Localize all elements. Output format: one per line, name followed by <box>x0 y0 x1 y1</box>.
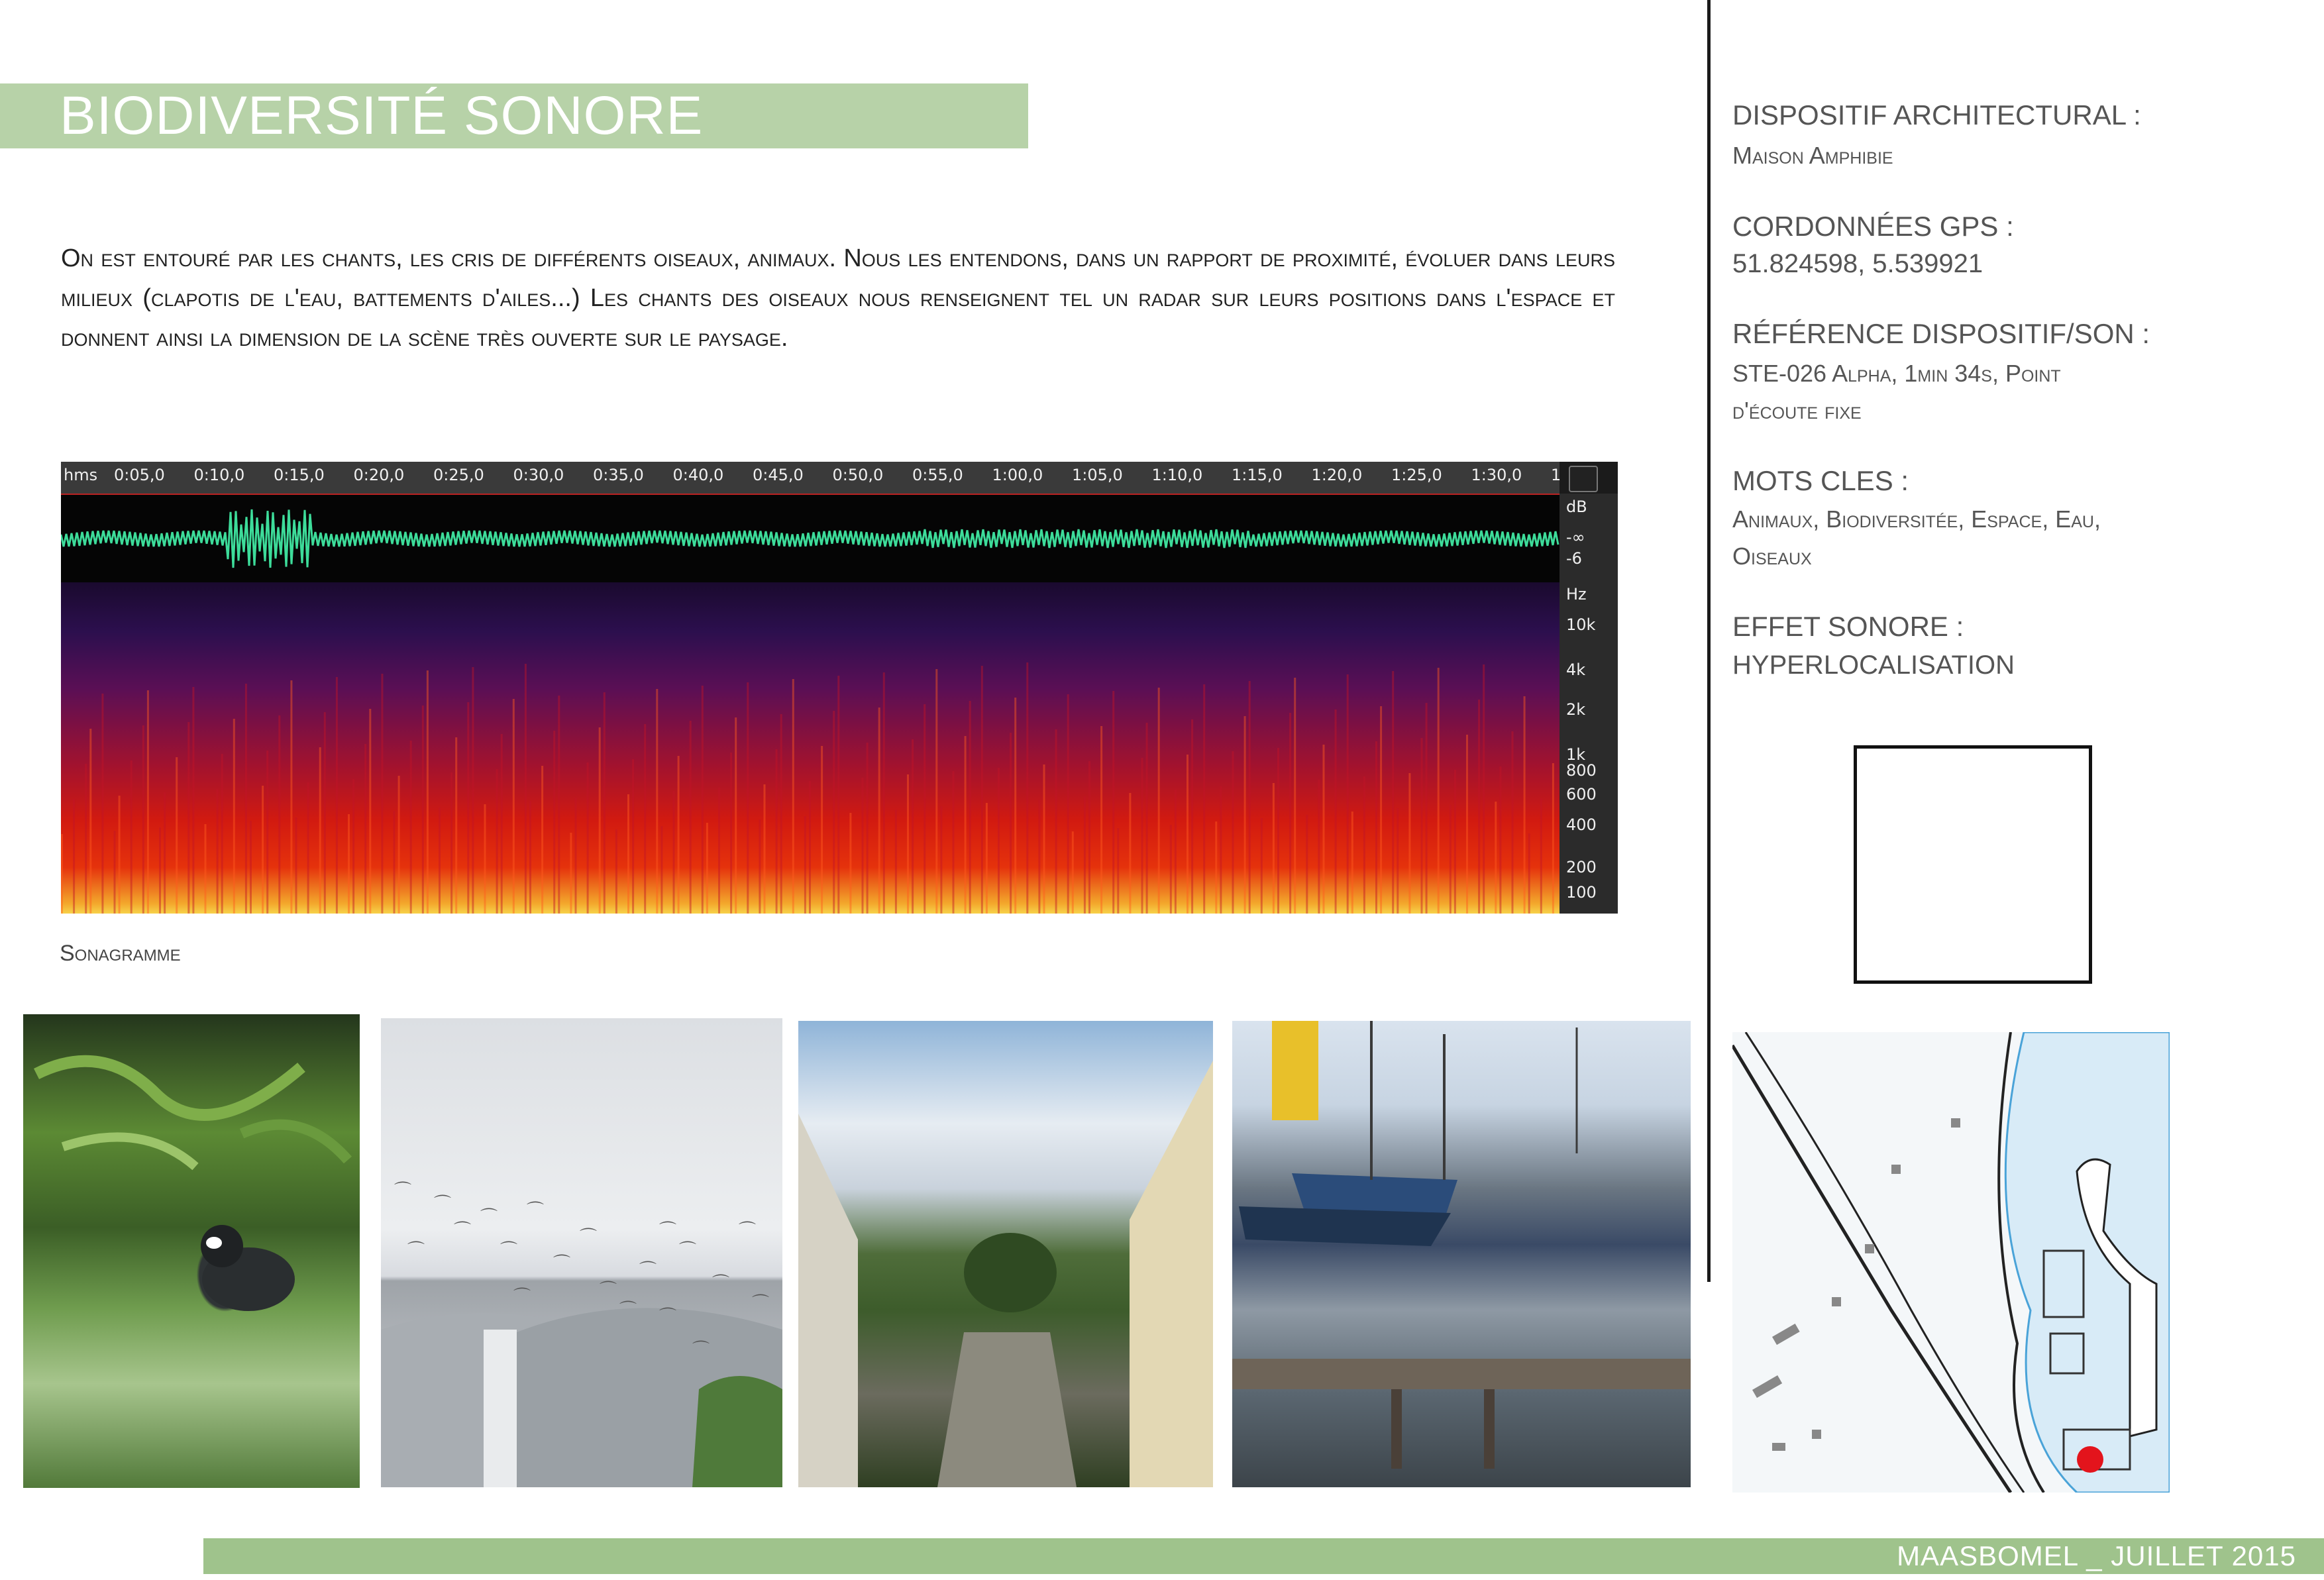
time-tick-label: 1:00,0 <box>992 466 1043 484</box>
bird-icon: ⌒ <box>434 1194 452 1214</box>
spectrogram-streak <box>245 684 247 914</box>
spectrogram-streak <box>1375 741 1377 914</box>
spectrogram-streak <box>450 772 452 914</box>
spectrogram-streak <box>114 831 116 914</box>
spectrogram-streak <box>250 821 252 914</box>
column-divider <box>1707 0 1711 1282</box>
spectrogram-streak <box>348 814 350 914</box>
spectrogram-streaks <box>61 582 1559 914</box>
bird-icon: ⌒ <box>580 1227 598 1247</box>
spectrogram-streak <box>1438 668 1440 914</box>
spectrogram-streak <box>1392 671 1394 914</box>
spectrogram-streak <box>1540 798 1542 914</box>
spectrogram-streak <box>1323 745 1325 914</box>
location-marker <box>2077 1446 2103 1473</box>
spectrogram-streak <box>935 669 937 914</box>
spectrogram-streak <box>998 768 1000 914</box>
spectrogram-streak <box>907 774 909 914</box>
time-tick-label: 0:55,0 <box>912 466 963 484</box>
spectrogram-streak <box>1294 678 1296 914</box>
architectural-device-value: Maison Amphibie <box>1732 142 1893 169</box>
harbor-graphic <box>1232 1021 1691 1487</box>
bird-icon: ⌒ <box>394 1181 412 1200</box>
spectrogram-streak <box>895 810 897 914</box>
spectrogram-streak <box>217 789 219 914</box>
photo-garden-path <box>798 1021 1213 1487</box>
bird-icon: ⌒ <box>712 1273 730 1293</box>
spectrogram-streak <box>1100 726 1102 914</box>
roofs-graphic <box>381 1018 782 1487</box>
spectrogram-streak <box>496 769 498 914</box>
spectrogram-streak <box>821 746 823 914</box>
spectrogram-streak <box>484 804 486 914</box>
spectrogram-streak <box>85 764 87 914</box>
spectrogram-streak <box>878 708 880 914</box>
hz-tick-label: 400 <box>1566 816 1597 834</box>
sonagram-axis <box>1559 494 1618 914</box>
bird-icon: ⌒ <box>692 1340 710 1359</box>
spectrogram-streak <box>472 667 474 914</box>
spectrogram-streak <box>1038 800 1040 914</box>
time-tick-label: 0:45,0 <box>753 466 804 484</box>
spectrogram-streak <box>119 796 121 914</box>
spectrogram-streak <box>1261 818 1263 914</box>
db-tick-label: -6 <box>1566 549 1582 568</box>
waveform-graphic <box>61 495 1559 582</box>
spectrogram-streak <box>1347 674 1349 914</box>
spectrogram-streak <box>969 701 971 914</box>
spectrogram-streak <box>221 754 223 914</box>
hz-tick-label: 100 <box>1566 883 1597 902</box>
spectrogram-streak <box>1478 700 1480 914</box>
spectrogram-streak <box>1014 698 1016 914</box>
spectrogram-streak <box>1552 763 1554 914</box>
time-tick-label: 1:10,0 <box>1151 466 1203 484</box>
spectrogram-streak <box>924 704 925 914</box>
spectrogram-streak <box>1112 691 1114 914</box>
spectrogram-streak <box>604 692 606 914</box>
spectrogram-streak <box>336 677 338 914</box>
spectrogram-streak <box>1273 783 1275 914</box>
spectrogram-streak <box>369 709 371 914</box>
spectrogram-streak <box>1129 793 1131 914</box>
bird-icon: ⌒ <box>659 1220 677 1240</box>
hz-tick-label: 600 <box>1566 785 1597 804</box>
time-unit-label: hms <box>64 466 98 484</box>
time-tick-label: 0:25,0 <box>433 466 484 484</box>
spectrogram-streak <box>690 721 692 914</box>
spectrogram-streak <box>809 781 811 914</box>
spectrogram-streak <box>1512 731 1514 914</box>
hz-tick-label: 200 <box>1566 858 1597 876</box>
sonagram-timeline <box>61 462 1559 494</box>
spectrogram-streak <box>1524 696 1526 914</box>
spectrogram-streak <box>1187 755 1188 914</box>
spectrogram-streak <box>1318 780 1320 914</box>
spectrogram-streak <box>1450 805 1452 914</box>
spectrogram-streak <box>804 816 806 914</box>
bird-icon: ⌒ <box>619 1300 637 1320</box>
spectrogram-streak <box>1408 773 1410 914</box>
spectrogram-streak <box>644 724 646 914</box>
bird-icon: ⌒ <box>480 1207 498 1227</box>
spectrogram-streak <box>1043 764 1045 914</box>
time-tick-label: 1:20,0 <box>1311 466 1363 484</box>
spectrogram-streak <box>455 737 457 914</box>
spectrogram-streak <box>1146 723 1148 914</box>
bird-icon: ⌒ <box>527 1200 545 1220</box>
spectrogram-streak <box>575 798 577 914</box>
time-tick-label: 0:30,0 <box>513 466 564 484</box>
bird-icon: ⌒ <box>739 1220 757 1240</box>
location-map[interactable] <box>1732 1032 2170 1493</box>
spectrogram-streak <box>381 674 383 914</box>
bird-icon: ⌒ <box>600 1280 617 1300</box>
spectrogram-streak <box>1528 833 1530 914</box>
spectrogram-streak <box>730 753 732 914</box>
spectrogram-streak <box>764 784 766 914</box>
time-tick-label: 1:15,0 <box>1232 466 1283 484</box>
spectrogram-streak <box>278 715 280 914</box>
spectrogram-streak <box>1289 713 1291 914</box>
spectrogram-streak <box>1421 738 1423 914</box>
path-graphic <box>798 1021 1213 1487</box>
db-tick-label: -∞ <box>1566 528 1585 547</box>
spectrogram-streak <box>1483 664 1485 914</box>
hz-tick-label: 4k <box>1566 660 1586 679</box>
spectrogram-streak <box>1454 770 1456 914</box>
spectrogram-streak <box>394 811 396 914</box>
spectrogram-streak <box>735 717 737 914</box>
bird-icon: ⌒ <box>553 1253 571 1273</box>
spectrogram-streak <box>702 686 704 914</box>
spectrogram-streak <box>849 813 851 914</box>
spectrogram-streak <box>1175 790 1177 914</box>
spectrogram-streak <box>1244 716 1246 914</box>
spectrogram-streak <box>833 711 835 914</box>
spectrogram-streak <box>205 824 207 914</box>
spectrogram-streak <box>529 801 531 914</box>
spectrogram-streak <box>352 779 354 914</box>
spectrogram-streak <box>364 744 366 914</box>
hz-tick-label: 1k <box>1566 745 1586 764</box>
spectrogram-streak <box>427 670 429 914</box>
bird-icon: ⌒ <box>500 1240 518 1260</box>
spectrogram-streak <box>660 826 662 914</box>
footer-caption: MAASBOMEL _ JUILLET 2015 <box>1897 1540 2296 1571</box>
spectrogram-streak <box>1141 758 1143 914</box>
hz-axis-label: Hz <box>1566 585 1587 604</box>
bird-icon: ⌒ <box>679 1240 697 1260</box>
spectrogram-streak <box>599 727 601 914</box>
spectrogram-streak <box>187 722 189 914</box>
photo-coot <box>23 1014 360 1488</box>
spectrogram-streak <box>965 736 967 914</box>
spectrogram-streak <box>142 725 144 914</box>
spectrogram-streak <box>1397 808 1399 914</box>
spectrogram-streak <box>89 729 91 914</box>
spectrogram-streak <box>1072 831 1074 914</box>
spectrogram-streak <box>164 792 166 914</box>
sonagram-spectrogram <box>61 582 1559 914</box>
time-tick-label: 1:30,0 <box>1471 466 1522 484</box>
spectrogram-streak <box>780 714 782 914</box>
bird-icon: ⌒ <box>513 1287 531 1306</box>
spectrogram-streak <box>422 706 424 914</box>
photo-birds-sky <box>381 1018 782 1487</box>
spectrogram-streak <box>981 666 983 914</box>
spectrogram-streak <box>541 766 543 914</box>
time-tick-label: 1:25,0 <box>1391 466 1442 484</box>
bird-icon: ⌒ <box>454 1220 472 1240</box>
spectrogram-streak <box>706 823 708 914</box>
spectrogram-streak <box>1335 710 1337 914</box>
effect-value: HYPERLOCALISATION <box>1732 651 2015 680</box>
reference-label: RÉFÉRENCE DISPOSITIF/SON : <box>1732 318 2150 349</box>
spectrogram-streak <box>1220 786 1222 914</box>
time-tick-label: 0:50,0 <box>832 466 884 484</box>
spectrogram-streak <box>159 827 161 914</box>
time-tick-label: 0:05,0 <box>114 466 165 484</box>
spectrogram-streak <box>131 761 132 914</box>
spectrogram-streak <box>1426 703 1428 914</box>
spectrogram-streak <box>1084 796 1086 914</box>
spectrogram-streak <box>513 699 515 914</box>
spectrogram-streak <box>192 687 194 914</box>
spectrogram-streak <box>147 690 149 914</box>
db-axis-label: dB <box>1566 498 1587 516</box>
spectrogram-streak <box>986 803 988 914</box>
bird-icon: ⌒ <box>639 1260 657 1280</box>
spectrogram-streak <box>837 676 839 914</box>
spectrogram-streak <box>525 664 527 914</box>
spectrogram-streak <box>73 799 75 914</box>
reference-value: STE-026 Alpha, 1min 34s, Point d'écoute fixe <box>1732 360 2061 424</box>
spectrogram-streak <box>398 776 400 914</box>
spectrogram-streak <box>307 782 309 914</box>
bird-icon: ⌒ <box>407 1240 425 1260</box>
spectrogram-streak <box>1117 828 1119 914</box>
intro-paragraph: On est entouré par les chants, les cris de différents oiseaux, animaux. Nous les entendons, dans un rapport de proximité, évoluer dans leurs milieux (clapotis de l'eau, battements d'ailes...) Les chants des oiseaux nous renseignent tel un radar sur leurs positions dans l'espace et donnent ainsi la dimension de la scène très ouverte sur le paysage. <box>61 244 1615 352</box>
spectrogram-streak <box>233 719 235 914</box>
spectrogram-streak <box>439 808 441 914</box>
spectrogram-streak <box>1495 802 1497 914</box>
spectrogram-streak <box>1026 662 1028 914</box>
spectrogram-streak <box>553 731 555 914</box>
spectrogram-streak <box>410 741 412 914</box>
spectrogram-streak <box>867 743 869 914</box>
spectrogram-streak <box>324 712 326 914</box>
spectrogram-streak <box>615 829 617 914</box>
spectrogram-streak <box>1067 694 1069 914</box>
page-title: BIODIVERSITÉ SONORE <box>60 85 704 146</box>
keywords-value: Animaux, Biodiversitée, Espace, Eau, Oiseaux <box>1732 505 2101 570</box>
architectural-device-label: DISPOSITIF ARCHITECTURAL : <box>1732 99 2141 131</box>
spectrogram-streak <box>862 778 864 914</box>
spectrogram-streak <box>1203 684 1205 914</box>
effect-label: EFFET SONORE : <box>1732 611 1964 642</box>
bird-icon: ⌒ <box>659 1306 677 1326</box>
spectrogram-streak <box>1232 751 1234 914</box>
spectrogram-streak <box>776 749 778 914</box>
time-tick-label: 0:15,0 <box>274 466 325 484</box>
hz-tick-label: 2k <box>1566 700 1586 719</box>
spectrogram-streak <box>953 771 955 914</box>
waveform-trace <box>61 509 1558 568</box>
magnet-icon[interactable] <box>1569 466 1598 492</box>
spectrogram-streak <box>883 672 885 914</box>
spectrogram-streak <box>1499 766 1501 914</box>
spectrogram-streak <box>1363 776 1365 914</box>
spectrogram-streak <box>101 694 103 914</box>
spectrogram-streak <box>1010 733 1012 914</box>
spectrogram-streak <box>718 788 720 914</box>
spectrogram-streak <box>1055 729 1057 914</box>
gps-value: 51.824598, 5.539921 <box>1732 249 1983 278</box>
spectrogram-streak <box>656 689 658 914</box>
spectrogram-streak <box>1215 821 1217 914</box>
qr-code-placeholder[interactable] <box>1854 745 2092 984</box>
spectrogram-streak <box>792 679 794 914</box>
spectrogram-streak <box>940 806 942 914</box>
spectrogram-streak <box>1170 825 1172 914</box>
time-tick-label: 0:40,0 <box>672 466 724 484</box>
hz-tick-label: 800 <box>1566 761 1597 780</box>
spectrogram-streak <box>467 702 469 914</box>
spectrogram-streak <box>1191 719 1193 914</box>
time-tick-label: 0:10,0 <box>193 466 245 484</box>
gps-label: CORDONNÉES GPS : <box>1732 211 2014 242</box>
spectrogram-streak <box>632 759 634 914</box>
spectrogram-streak <box>673 791 675 914</box>
spectrogram-streak <box>290 680 292 914</box>
time-tick-label: 1:05,0 <box>1072 466 1123 484</box>
spectrogram-streak <box>1351 812 1353 914</box>
spectrogram-streak <box>501 734 503 914</box>
spectrogram-streak <box>1466 735 1468 914</box>
spectrogram-streak <box>176 757 178 914</box>
time-tick-label: 0:20,0 <box>353 466 405 484</box>
time-tick-label: 0:35,0 <box>593 466 644 484</box>
bird-icon: ⌒ <box>752 1293 770 1313</box>
spectrogram-streak <box>295 817 297 914</box>
sonagram-waveform <box>61 494 1559 584</box>
spectrogram-streak <box>1277 748 1279 914</box>
hz-tick-label: 10k <box>1566 615 1596 634</box>
spectrogram-streak <box>61 834 63 914</box>
spectrogram-streak <box>266 751 268 914</box>
spectrogram-streak <box>570 833 572 914</box>
spectrogram-streak <box>912 739 914 914</box>
spectrogram-streak <box>1380 706 1382 914</box>
coot-graphic <box>23 1014 360 1488</box>
spectrogram-streak <box>1158 688 1160 914</box>
photo-harbor <box>1232 1021 1691 1487</box>
spectrogram-streak <box>1088 761 1090 914</box>
keywords-label: MOTS CLES : <box>1732 465 1909 496</box>
spectrogram-streak <box>1249 681 1251 914</box>
sonagram-caption: Sonagramme <box>60 941 181 966</box>
spectrogram-streak <box>587 763 589 914</box>
spectrogram-streak <box>759 819 761 914</box>
spectrogram-streak <box>627 794 629 914</box>
time-tick-label: 1 <box>1551 466 1561 484</box>
sonagram <box>61 462 1618 914</box>
spectrogram-streak <box>262 786 264 914</box>
map-graphic <box>1732 1032 2170 1493</box>
spectrogram-streak <box>558 696 560 914</box>
spectrogram-streak <box>747 682 749 914</box>
spectrogram-streak <box>1306 815 1308 914</box>
spectrogram-streak <box>678 756 680 914</box>
spectrogram-streak <box>319 747 321 914</box>
